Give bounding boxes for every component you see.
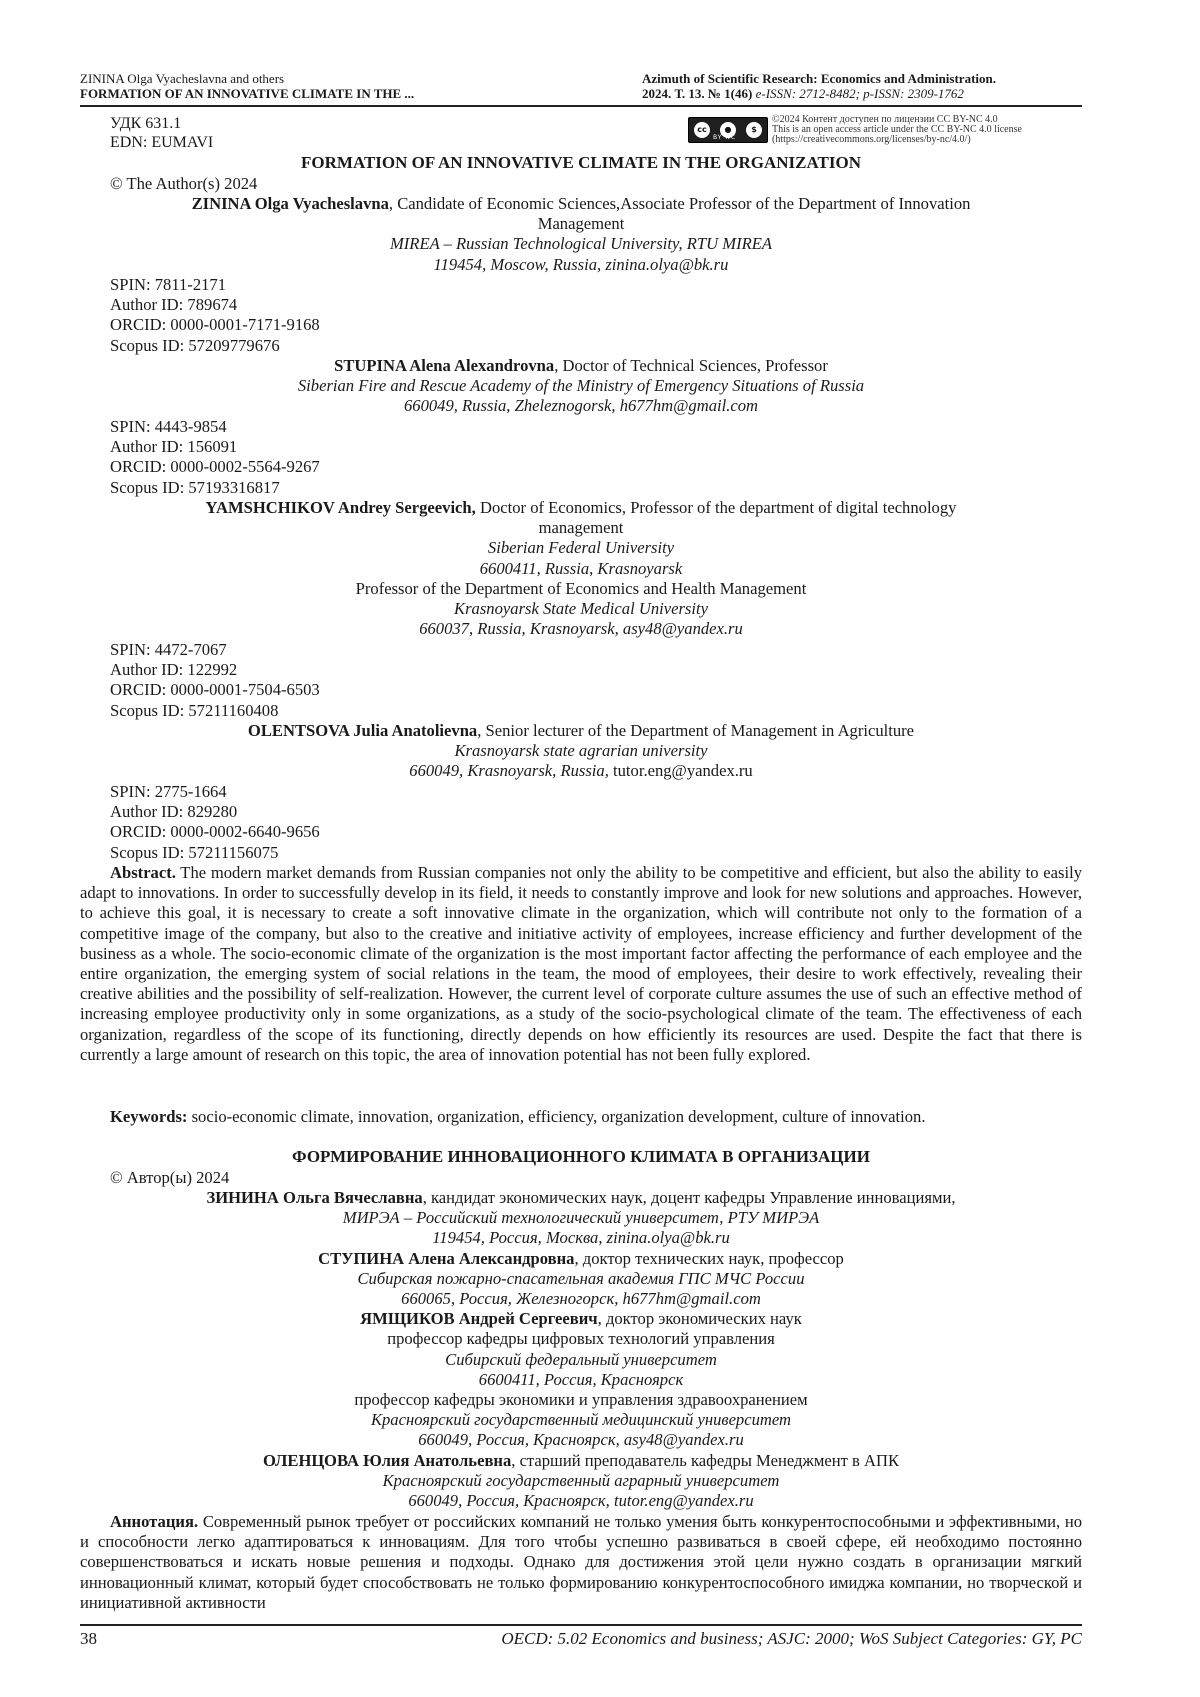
author-2-affiliation: Siberian Fire and Rescue Academy of the Ministry of Emergency Situations of Russia (297, 376, 865, 396)
ru-author-2-affiliation: Сибирская пожарно-спасательная академия ГПС МЧС России (357, 1268, 805, 1288)
ru-author-1-affiliation: МИРЭА – Российский технологический университет, РТУ МИРЭА (342, 1208, 820, 1228)
author-2-author-id: Author ID: 156091 (110, 437, 238, 457)
subject-classification: OECD: 5.02 Economics and business; ASJC: 2000; WoS Subject Categories: GY, PC (501, 1629, 1082, 1648)
header-journal-name: Azimuth of Scientific Research: Economics and Administration. (642, 71, 996, 86)
abstract-en (80, 863, 1082, 1065)
ru-author-3-position-3: профессор кафедры экономики и управления здравоохранением (354, 1390, 808, 1410)
page-number: 38 (80, 1629, 97, 1648)
author-4-affiliation: Krasnoyarsk state agrarian university (454, 741, 708, 761)
header-issue: 2024. Т. 13. № 1(46) (642, 86, 753, 101)
author-3-orcid: ORCID: 0000-0001-7504-6503 (110, 680, 320, 700)
ru-author-1-address: 119454, Россия, Москва, zinina.olya@bk.ru (432, 1228, 730, 1248)
license-line-3: (https://creativecommons.org/licenses/by-nc/4.0/) (772, 134, 971, 145)
author-2-scopus: Scopus ID: 57193316817 (110, 477, 280, 497)
author-1-scopus: Scopus ID: 57209779676 (110, 335, 280, 355)
author-2-position: , Doctor of Technical Sciences, Professor (554, 356, 828, 375)
author-3-header (80, 498, 1082, 639)
cc-by-nc-badge-icon (688, 117, 768, 143)
ru-author-3-line (80, 1309, 1082, 1329)
ru-author-1-position: , кандидат экономических наук, доцент кафедры Управление инновациями, (422, 1188, 956, 1207)
running-header (80, 71, 1082, 107)
ru-author-1-line (80, 1188, 1082, 1208)
author-4-scopus: Scopus ID: 57211156075 (110, 842, 279, 862)
author-3-scopus: Scopus ID: 57211160408 (110, 700, 279, 720)
author-2-spin: SPIN: 4443-9854 (110, 417, 227, 436)
ru-author-4-position: , старший преподаватель кафедры Менеджмент в АПК (511, 1450, 900, 1470)
ru-author-4-line (80, 1451, 1082, 1471)
author-2-address: 660049, Russia, Zheleznogorsk, h677hm@gmail.com (403, 396, 759, 416)
author-4-name: OLENTSOVA Julia Anatolievna (247, 721, 478, 740)
ru-author-2-position: , доктор технических наук, профессор (574, 1248, 844, 1268)
ru-authors-block (80, 1188, 1082, 1511)
ru-author-4-affiliation: Красноярский государственный аграрный университет (382, 1470, 780, 1490)
ru-author-3-affiliation-2: Красноярский государственный медицинский университет (370, 1410, 792, 1430)
article-title-ru: ФОРМИРОВАНИЕ ИННОВАЦИОННОГО КЛИМАТА В ОРГАНИЗАЦИИ (292, 1147, 870, 1166)
abstract-ru (80, 1512, 1082, 1613)
author-3-address-1: 6600411, Russia, Krasnoyarsk (479, 558, 683, 578)
ru-author-3-position-2: профессор кафедры цифровых технологий управления (387, 1329, 775, 1349)
ru-author-2-address: 660065, Россия, Железногорск, h677hm@gmail.com (401, 1289, 761, 1309)
author-3-position-cont: management (538, 518, 624, 538)
author-4-email: tutor.eng@yandex.ru (608, 761, 753, 781)
author-3-ids (110, 640, 1082, 721)
author-4-header (80, 721, 1082, 782)
author-4-author-id: Author ID: 829280 (110, 802, 238, 822)
ru-author-3-name: ЯМЩИКОВ Андрей Сергеевич (360, 1309, 598, 1329)
running-header-right (642, 71, 996, 101)
author-4-spin: SPIN: 2775-1664 (110, 782, 227, 801)
author-1-line (80, 194, 1082, 214)
ru-author-3-address-2: 660049, Россия, Красноярск, asy48@yandex.ru (418, 1430, 744, 1450)
author-2-name: STUPINA Alena Alexandrovna (334, 356, 555, 375)
author-3-affiliation-2: Krasnoyarsk State Medical University (454, 599, 708, 619)
abstract-en-text: The modern market demands from Russian companies not only the ability to be competitive and efficient, but also the ability to easily adapt to innovations. In order to successfully develop in its field, it needs to constantly improve and look for new solutions and approaches. However, to achieve this goal, it is necessary to create a soft innovative climate in the organization, which will contribute not only to the formation of a competitive image of the company, but also to the creative and initiative activity of employees, increase efficiency and further development of the business as a whole. The socio-economic climate of the organization is the most important factor affecting the performance of each employee and the entire organization, the emerging system of social relations in the team, the mood of employees, their desire to work effectively, revealing their creative abilities and the possibility of self-realization. However, the current level of corporate culture assumes the use of such an effective method of increasing employee productivity only in some organizations, as a study of the socio-psychological climate of the team. The effectiveness of each organization, regardless of the scope of its functioning, directly depends on how efficiently its resources are used. Despite the fact that there is currently a large amount of research on this topic, the area of innovation potential has not been fully explored. (80, 863, 1082, 1064)
author-1-spin: SPIN: 7811-2171 (110, 275, 227, 294)
author-3-line (80, 498, 1082, 518)
header-issn: e-ISSN: 2712-8482; p-ISSN: 2309-1762 (752, 86, 964, 101)
abstract-ru-text: Современный рынок требует от российских компаний не только умения быть конкурентоспособными и эффективными, но и способности легко адаптироваться к инновациям. Для того чтобы успешно развиваться в своей сфере, ей необходимо постоянно совершенствоваться и искать новые решения и подходы. Однако для достижения этой цели нужно создать в организации мягкий инновационный климат, который будет способствовать не только формированию конкурентоспособного имиджа компании, но творческой и инициативной активности (80, 1512, 1082, 1612)
author-1-ids (110, 275, 1082, 356)
author-2-ids (110, 417, 1082, 498)
license-line-2: This is an open access article under the CC BY-NC 4.0 license (772, 124, 1022, 135)
ru-author-3-affiliation-1: Сибирский федеральный университет (445, 1349, 717, 1369)
edn-code: EDN: EUMAVI (110, 134, 214, 151)
copyright-ru: © Автор(ы) 2024 (110, 1168, 230, 1187)
author-2-orcid: ORCID: 0000-0002-5564-9267 (110, 457, 320, 477)
author-3-name: YAMSHCHIKOV Andrey Sergeevich, (205, 498, 476, 517)
author-4-orcid: ORCID: 0000-0002-6640-9656 (110, 822, 320, 842)
ru-author-1-name: ЗИНИНА Ольга Вячеславна (206, 1188, 423, 1207)
abstract-ru-label: Аннотация. (110, 1512, 199, 1531)
author-1-position-cont: Management (537, 214, 625, 234)
author-3-position: Doctor of Economics, Professor of the department of digital technology (475, 498, 957, 517)
cc-logo-icon: cc (692, 120, 712, 140)
running-header-left (80, 71, 414, 101)
author-4-position: , Senior lecturer of the Department of Management in Agriculture (477, 721, 915, 740)
author-3-author-id: Author ID: 122992 (110, 660, 238, 680)
author-4-line (80, 721, 1082, 741)
ru-author-3-address-1: 6600411, Россия, Красноярск (478, 1369, 684, 1389)
author-1-header (80, 194, 1082, 275)
author-4-address-city: 660049, Krasnoyarsk, Russia, (409, 761, 609, 781)
ru-author-3-position: , доктор экономических наук (597, 1309, 802, 1329)
author-1-affiliation: MIREA – Russian Technological University, RTU MIREA (389, 234, 773, 254)
author-3-affiliation-1: Siberian Federal University (487, 538, 675, 558)
author-3-address-2: 660037, Russia, Krasnoyarsk, asy48@yandex.ru (419, 619, 743, 639)
author-1-position: , Candidate of Economic Sciences,Associate Professor of the Department of Innovation (388, 194, 971, 213)
license-block (688, 115, 1088, 147)
author-1-name: ZININA Olga Vyacheslavna (191, 194, 389, 213)
header-article-title: FORMATION OF AN INNOVATIVE CLIMATE IN THE ... (80, 86, 415, 101)
abstract-en-label: Abstract. (110, 863, 176, 882)
author-1-author-id: Author ID: 789674 (110, 295, 238, 315)
copyright-en: © The Author(s) 2024 (110, 174, 258, 193)
nc-noncommercial-icon: $ (744, 120, 764, 140)
license-line-1: ©2024 Контент доступен по лицензии CC BY-NC 4.0 (772, 114, 998, 125)
by-person-icon: ● (718, 120, 738, 140)
ru-author-2-name: СТУПИНА Алена Александровна (318, 1248, 575, 1268)
author-1-address: 119454, Moscow, Russia, zinina.olya@bk.ru (433, 254, 729, 274)
license-text (772, 115, 1022, 145)
ru-author-4-address: 660049, Россия, Красноярск, tutor.eng@yandex.ru (408, 1491, 754, 1511)
author-4-ids (110, 782, 1082, 863)
author-3-position-2: Professor of the Department of Economics and Health Management (355, 578, 807, 598)
author-2-header (80, 356, 1082, 417)
article-title-en: FORMATION OF AN INNOVATIVE CLIMATE IN THE ORGANIZATION (301, 153, 861, 172)
page-footer (80, 1624, 1082, 1650)
ru-author-4-name: ОЛЕНЦОВА Юлия Анатольевна (262, 1450, 512, 1470)
keywords-en (80, 1107, 1082, 1127)
header-issue-info (642, 86, 996, 101)
author-4-address (80, 761, 1082, 781)
keywords-en-label: Keywords: (110, 1107, 188, 1126)
author-3-spin: SPIN: 4472-7067 (110, 640, 227, 659)
udk-edn-block (110, 114, 213, 152)
ru-author-2-line (80, 1249, 1082, 1269)
author-1-orcid: ORCID: 0000-0001-7171-9168 (110, 315, 320, 335)
cc-badge-strip: BY NC (713, 134, 737, 141)
author-2-line (80, 356, 1082, 376)
keywords-en-text: socio-economic climate, innovation, organization, efficiency, organization development, culture of innovation. (187, 1107, 926, 1126)
header-authors: ZININA Olga Vyacheslavna and others (80, 71, 285, 86)
udk-code: УДК 631.1 (110, 115, 182, 132)
